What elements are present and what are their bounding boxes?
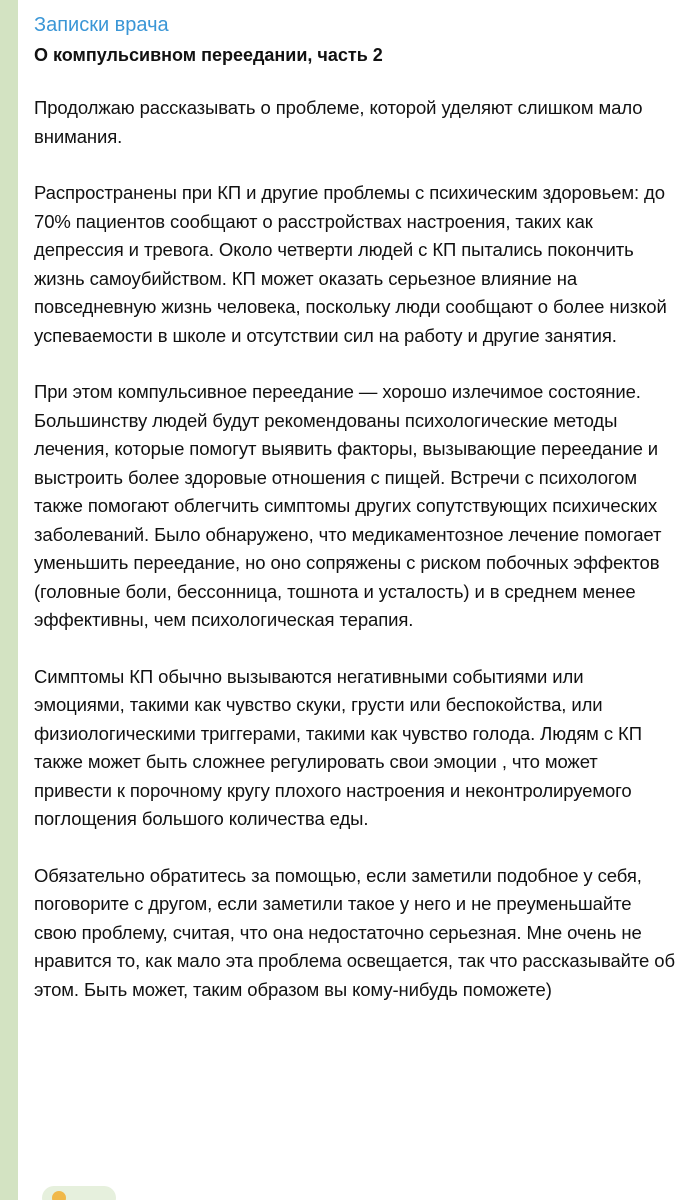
post-paragraph: При этом компульсивное переедание — хорошо излечимое состояние. Большинству людей будут рекомендованы психологические методы лечения, которые помогут выявить факторы, вызывающие переедание и выстроить более здоровые отношения с пищей. Встречи с психологом также помогают облегчить симптомы других сопутствующих психических заболеваний. Было обнаружено, что медикаментозное лечение помогает уменьшить переедание, но оно сопряжены с риском побочных эффектов (головные боли, бессонница, тошнота и усталость) и в среднем менее эффективны, чем психологическая терапия. bbox=[34, 381, 662, 630]
post-paragraph: Распространены при КП и другие проблемы с психическим здоровьем: до 70% пациентов сообщают о расстройствах настроения, таких как депрессия и тревога. Около четверти людей с КП пытались покончить жизнь самоубийством. КП может оказать серьезное влияние на повседневную жизнь человека, поскольку люди сообщают о более низкой успеваемости в школе и отсутствии сил на работу и другие занятия. bbox=[34, 182, 667, 346]
reaction-emoji-icon bbox=[52, 1191, 66, 1200]
post-title: О компульсивном переедании, часть 2 bbox=[34, 45, 383, 65]
post-paragraph: Симптомы КП обычно вызываются негативными событиями или эмоциями, такими как чувство скуки, грусти или беспокойства, или физиологическими триггерами, такими как чувство голода. Людям с КП также может быть сложнее регулировать свои эмоции , что может привести к порочному кругу плохого настроения и неконтролируемого поглощения большого количества еды. bbox=[34, 665, 642, 829]
post-paragraph: Продолжаю рассказывать о проблеме, которой уделяют слишком мало внимания. bbox=[34, 97, 643, 147]
channel-name[interactable]: Записки врача bbox=[34, 14, 169, 36]
post-paragraph: Обязательно обратитесь за помощью, если заметили подобное у себя, поговорите с другом, если заметили такое у него и не преуменьшайте свою проблему, считая, что она недостаточно серьезная. Мне очень не нравится то, как мало эта проблема освещается, так что рассказывайте об этом. Быть может, таким образом вы кому-нибудь поможете) bbox=[34, 864, 675, 1000]
reaction-chip[interactable] bbox=[42, 1186, 116, 1200]
message-bubble[interactable] bbox=[18, 0, 699, 1200]
